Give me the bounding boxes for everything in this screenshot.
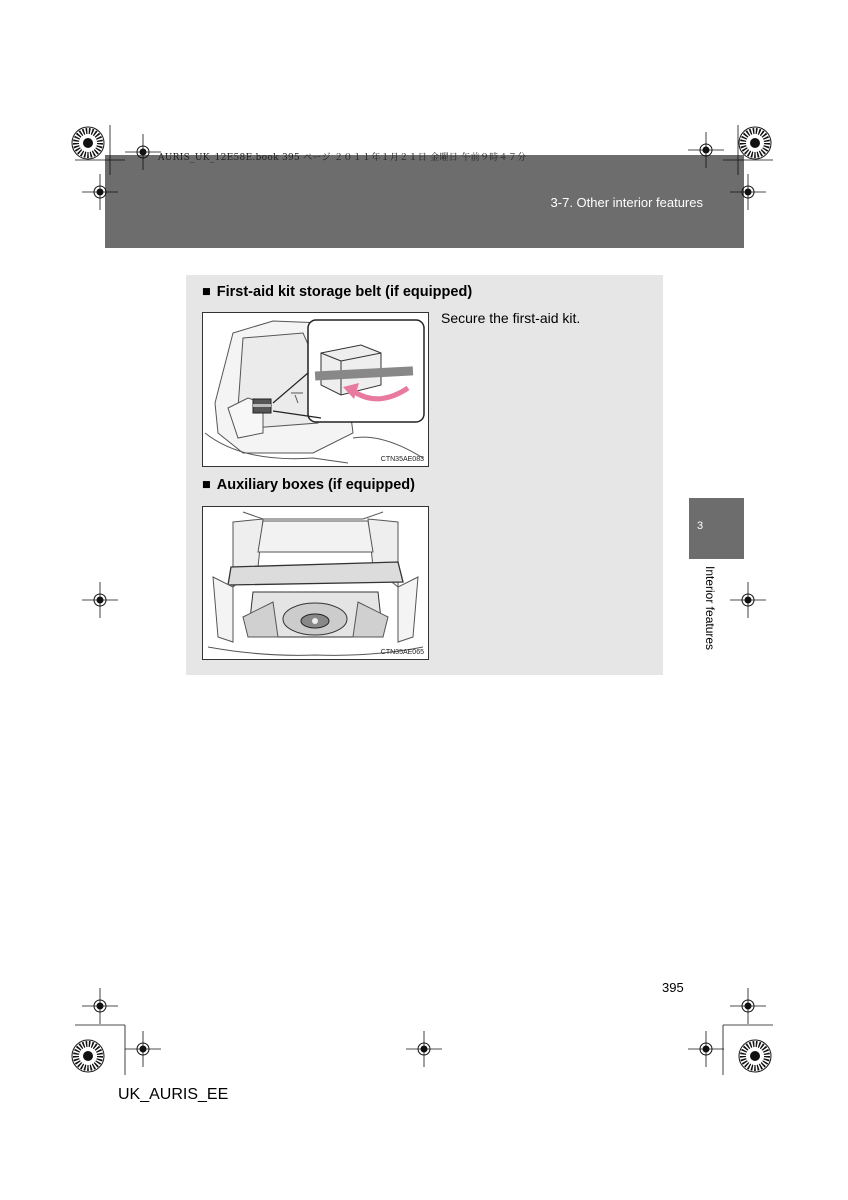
page-number: 395 (662, 980, 684, 995)
registration-cross-icon (82, 582, 118, 618)
figure-code: CTN35AE083 (380, 456, 424, 463)
registration-cross-icon (406, 1031, 442, 1067)
chapter-label: Interior features (703, 566, 717, 651)
registration-cross-icon (730, 582, 766, 618)
registration-cross-icon (125, 1031, 161, 1067)
registration-cross-icon (730, 174, 766, 210)
registration-target-icon (72, 1040, 104, 1072)
registration-target-icon (739, 127, 771, 159)
chapter-number: 3 (697, 520, 704, 532)
registration-cross-icon (82, 174, 118, 210)
print-metadata: AURIS_UK_12E58E.book 395 ページ ２０１１年１月２１日 金曜日 午前９時４７分 (158, 153, 527, 163)
document-id: UK_AURIS_EE (118, 1086, 229, 1103)
instruction-text: Secure the first-aid kit. (441, 310, 581, 326)
heading-square-icon: ■ (202, 284, 211, 300)
registration-cross-icon (125, 134, 161, 170)
registration-target-icon (739, 1040, 771, 1072)
registration-cross-icon (82, 988, 118, 1024)
heading-text: First-aid kit storage belt (if equipped) (216, 284, 473, 300)
registration-cross-icon (730, 988, 766, 1024)
figure-code: CTN35AE065 (380, 649, 424, 656)
heading-text: Auxiliary boxes (if equipped) (216, 477, 415, 493)
registration-cross-icon (688, 132, 724, 168)
section-title: 3-7. Other interior features (550, 195, 703, 210)
registration-target-icon (72, 127, 104, 159)
heading-square-icon: ■ (202, 477, 211, 493)
registration-cross-icon (688, 1031, 724, 1067)
